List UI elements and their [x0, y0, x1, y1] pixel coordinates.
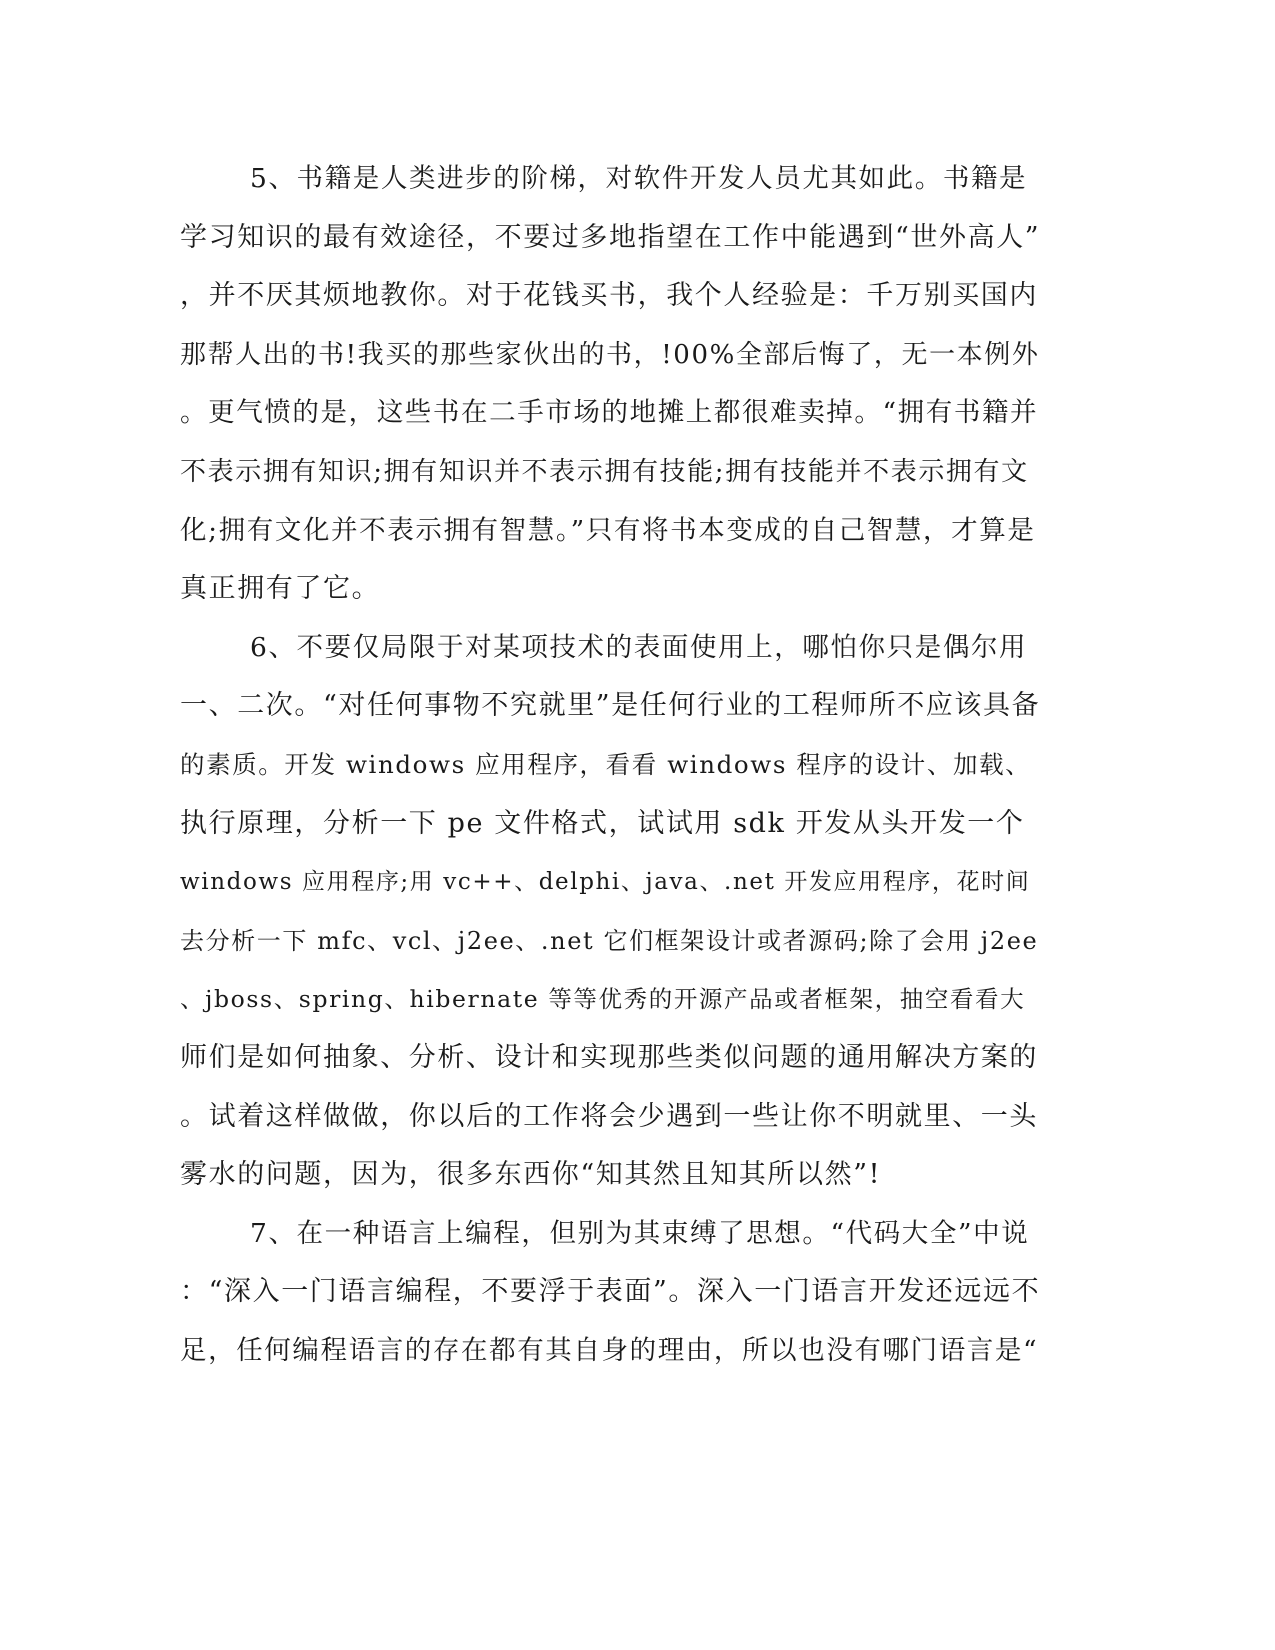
text-line: 7、在一种语言上编程，但别为其束缚了思想。“代码大全”中说 [250, 1217, 1030, 1249]
text-line: ：“深入一门语言编程，不要浮于表面”。深入一门语言开发还远远不 [180, 1276, 1041, 1308]
body-text [180, 150, 1040, 1380]
text-line: 一、二次。“对任何事物不究就里”是任何行业的工程师所不应该具备 [180, 690, 1041, 722]
text-line: 那帮人出的书!我买的那些家伙出的书，!00%全部后悔了，无一本例外 [180, 339, 1040, 370]
text-line: 不表示拥有知识;拥有知识并不表示拥有技能;拥有技能并不表示拥有文 [180, 456, 1029, 487]
text-line: 师们是如何抽象、分析、设计和实现那些类似问题的通用解决方案的 [180, 1041, 1038, 1073]
text-line: 真正拥有了它。 [180, 573, 381, 605]
text-line: 雾水的问题，因为，很多东西你“知其然且知其所以然”! [180, 1159, 882, 1191]
text-line: 、jboss、spring、hibernate 等等优秀的开源产品或者框架，抽空看看大 [180, 985, 1026, 1014]
text-line: 学习知识的最有效途径，不要过多地指望在工作中能遇到“世外高人” [180, 221, 1041, 253]
text-line: 5、书籍是人类进步的阶梯，对软件开发人员尤其如此。书籍是 [250, 163, 1028, 194]
text-line: 。更气愤的是，这些书在二手市场的地摊上都很难卖掉。“拥有书籍并 [180, 397, 1039, 429]
text-line: windows 应用程序;用 vc++、delphi、java、.net 开发应用程序，花时间 [180, 869, 1031, 896]
text-line: 。试着这样做做，你以后的工作将会少遇到一些让你不明就里、一头 [180, 1100, 1038, 1132]
text-line: 6、不要仅局限于对某项技术的表面使用上，哪怕你只是偶尔用 [250, 631, 1028, 663]
text-line: 足，任何编程语言的存在都有其自身的理由，所以也没有哪门语言是“ [180, 1334, 1039, 1366]
text-line: 化;拥有文化并不表示拥有智慧。”只有将书本变成的自己智慧，才算是 [180, 514, 1036, 546]
text-line: ，并不厌其烦地教你。对于花钱买书，我个人经验是：千万别买国内 [180, 280, 1038, 312]
text-line: 执行原理，分析一下 pe 文件格式，试试用 sdk 开发从头开发一个 [180, 807, 1025, 839]
text-line: 去分析一下 mfc、vcl、j2ee、.net 它们框架设计或者源码;除了会用 j2ee [180, 926, 1039, 955]
text-line: 的素质。开发 windows 应用程序，看看 windows 程序的设计、加载、 [180, 749, 1032, 779]
